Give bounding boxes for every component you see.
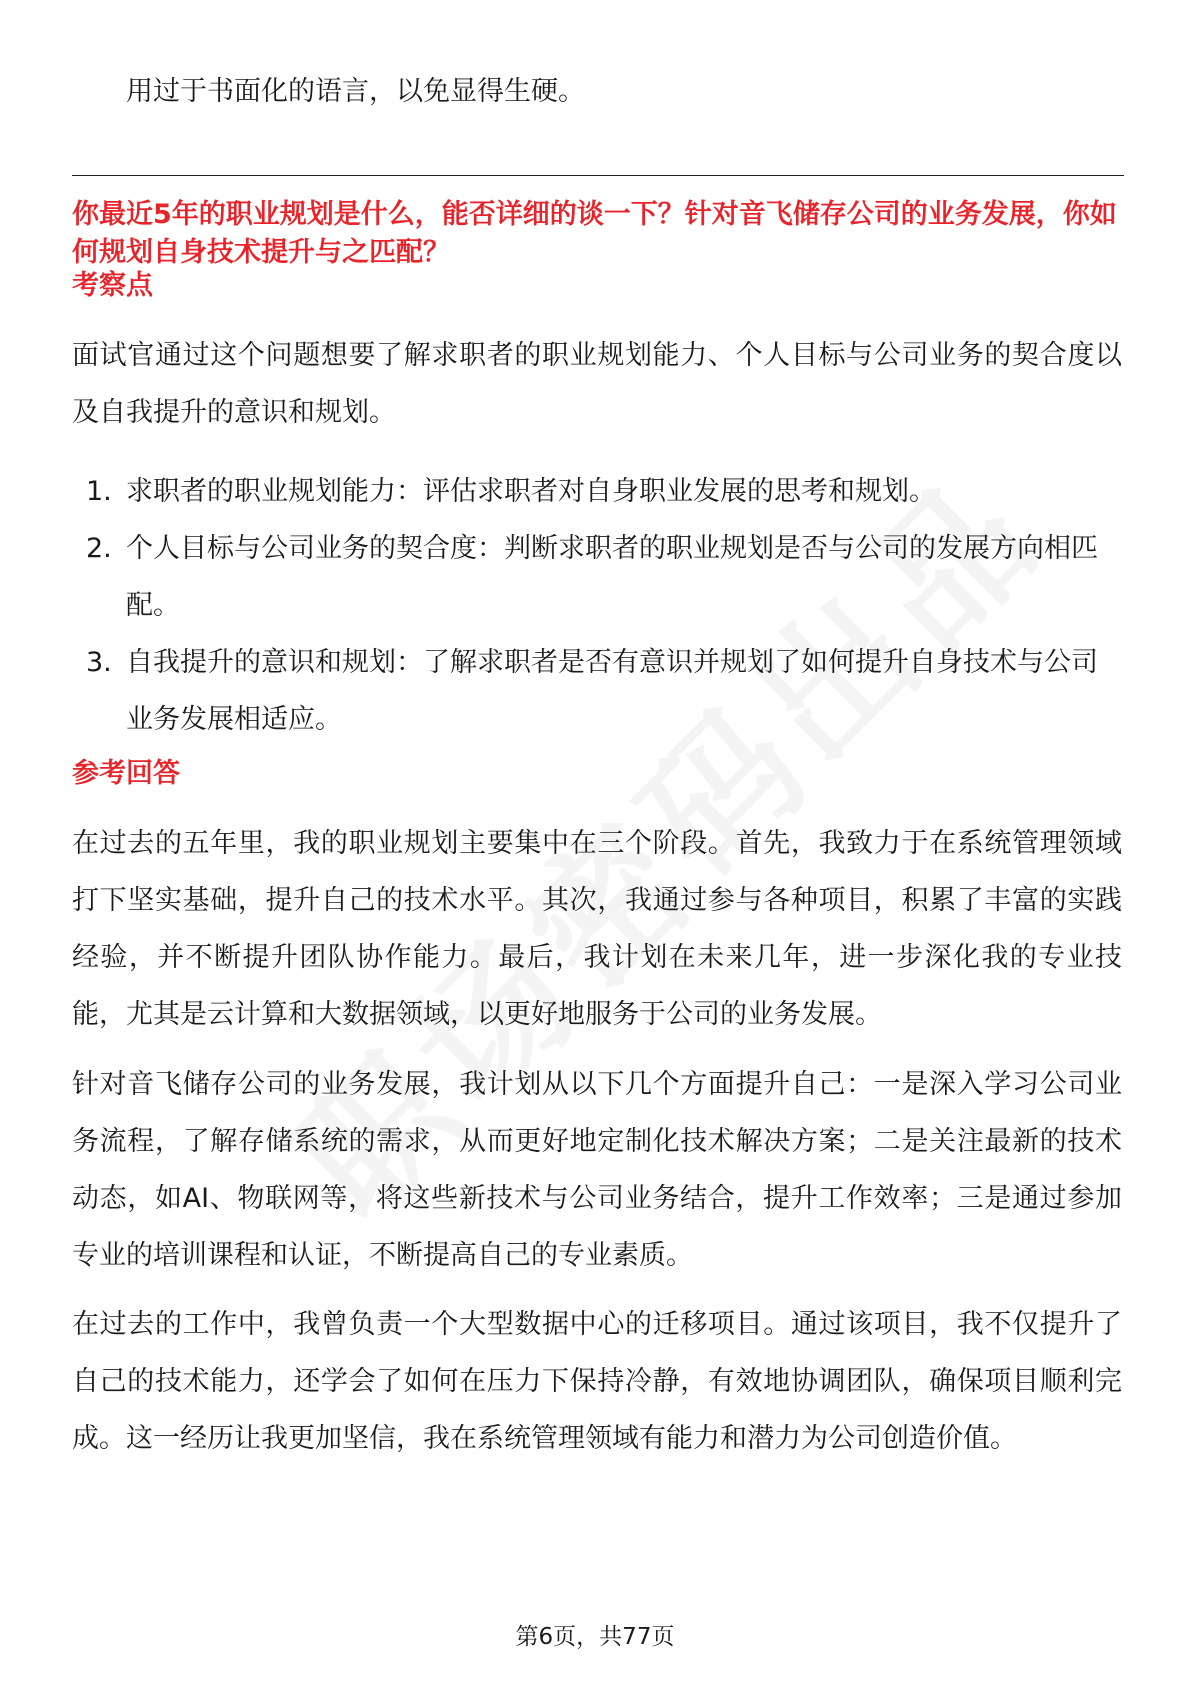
list-text: 自我提升的意识和规划：了解求职者是否有意识并规划了如何提升自身技术与公司业务发展相适应。 — [126, 647, 1098, 735]
list-item — [72, 463, 1124, 520]
list-text: 求职者的职业规划能力：评估求职者对自身职业发展的思考和规划。 — [126, 476, 936, 507]
answer-paragraph: 在过去的工作中，我曾负责一个大型数据中心的迁移项目。通过该项目，我不仅提升了自己的技术能力，还学会了如何在压力下保持冷静，有效地协调团队，确保项目顺利完成。这一经历让我更加坚信，我在系统管理领域有能力和潜力为公司创造价值。 — [72, 1309, 1122, 1454]
section-label-answer: 参考回答 — [72, 758, 180, 789]
answer-paragraph: 在过去的五年里，我的职业规划主要集中在三个阶段。首先，我致力于在系统管理领域打下坚实基础，提升自己的技术水平。其次，我通过参与各种项目，积累了丰富的实践经验，并不断提升团队协作能力。最后，我计划在未来几年，进一步深化我的专业技能，尤其是云计算和大数据领域，以更好地服务于公司的业务发展。 — [72, 828, 1122, 1030]
question-heading: 你最近5年的职业规划是什么，能否详细的谈一下？针对音飞储存公司的业务发展，你如何规划自身技术提升与之匹配？ — [72, 199, 1117, 268]
divider — [72, 175, 1124, 176]
page-number: 第6页，共77页 — [515, 1624, 675, 1650]
continuation-text: 用过于书面化的语言，以免显得生硬。 — [126, 76, 585, 107]
list-item — [72, 634, 1124, 748]
focus-intro: 面试官通过这个问题想要了解求职者的职业规划能力、个人目标与公司业务的契合度以及自我提升的意识和规划。 — [72, 340, 1122, 428]
list-number: 1. — [86, 476, 112, 507]
answer-paragraph: 针对音飞储存公司的业务发展，我计划从以下几个方面提升自己：一是深入学习公司业务流程，了解存储系统的需求，从而更好地定制化技术解决方案；二是关注最新的技术动态，如AI、物联网等，将这些新技术与公司业务结合，提升工作效率；三是通过参加专业的培训课程和认证，不断提高自己的专业素质。 — [72, 1069, 1122, 1271]
list-text: 个人目标与公司业务的契合度：判断求职者的职业规划是否与公司的发展方向相匹配。 — [126, 533, 1098, 621]
focus-list — [72, 463, 1124, 748]
list-item — [72, 520, 1124, 634]
list-number: 2. — [86, 533, 112, 564]
list-number: 3. — [86, 647, 112, 678]
section-label-focus: 考察点 — [72, 270, 153, 301]
